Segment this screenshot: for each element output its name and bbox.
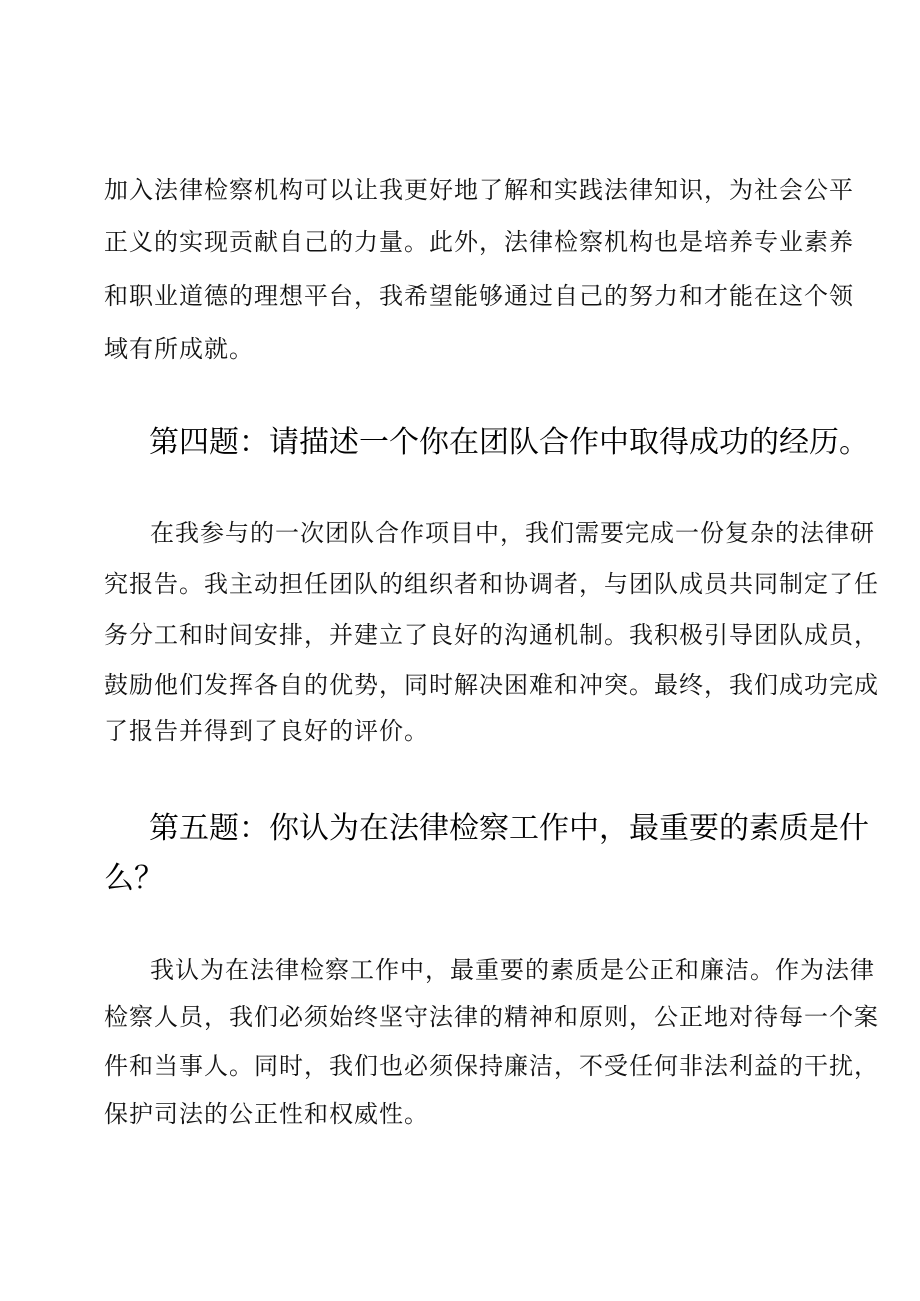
heading-line: 第五题：你认为在法律检察工作中，最重要的素质是什 [149,811,869,846]
paragraph-line: 和职业道德的理想平台，我希望能够通过自己的努力和才能在这个领 [104,282,854,310]
paragraph-line: 加入法律检察机构可以让我更好地了解和实践法律知识，为社会公平 [104,176,854,204]
heading-line: 么？ [104,861,164,896]
question-4-heading: 第四题：请描述一个你在团队合作中取得成功的经历。 [149,425,869,460]
paragraph-line: 务分工和时间安排，并建立了良好的沟通机制。我积极引导团队成员， [104,621,879,649]
paragraph-line: 检察人员，我们必须始终坚守法律的精神和原则，公正地对待每一个案 [104,1003,879,1031]
paragraph-line: 我认为在法律检察工作中，最重要的素质是公正和廉洁。作为法律 [150,956,875,984]
paragraph-line: 域有所成就。 [104,335,254,363]
paragraph-line: 保护司法的公正性和权威性。 [104,1100,429,1128]
paragraph-line: 在我参与的一次团队合作项目中，我们需要完成一份复杂的法律研 [150,519,875,547]
paragraph-line: 了报告并得到了良好的评价。 [104,717,429,745]
paragraph-line: 正义的实现贡献自己的力量。此外，法律检察机构也是培养专业素养 [104,228,854,256]
paragraph-line: 件和当事人。同时，我们也必须保持廉洁，不受任何非法利益的干扰， [104,1052,879,1080]
paragraph-line: 鼓励他们发挥各自的优势，同时解决困难和冲突。最终，我们成功完成 [104,671,879,699]
paragraph-line: 究报告。我主动担任团队的组织者和协调者，与团队成员共同制定了任 [104,570,879,598]
